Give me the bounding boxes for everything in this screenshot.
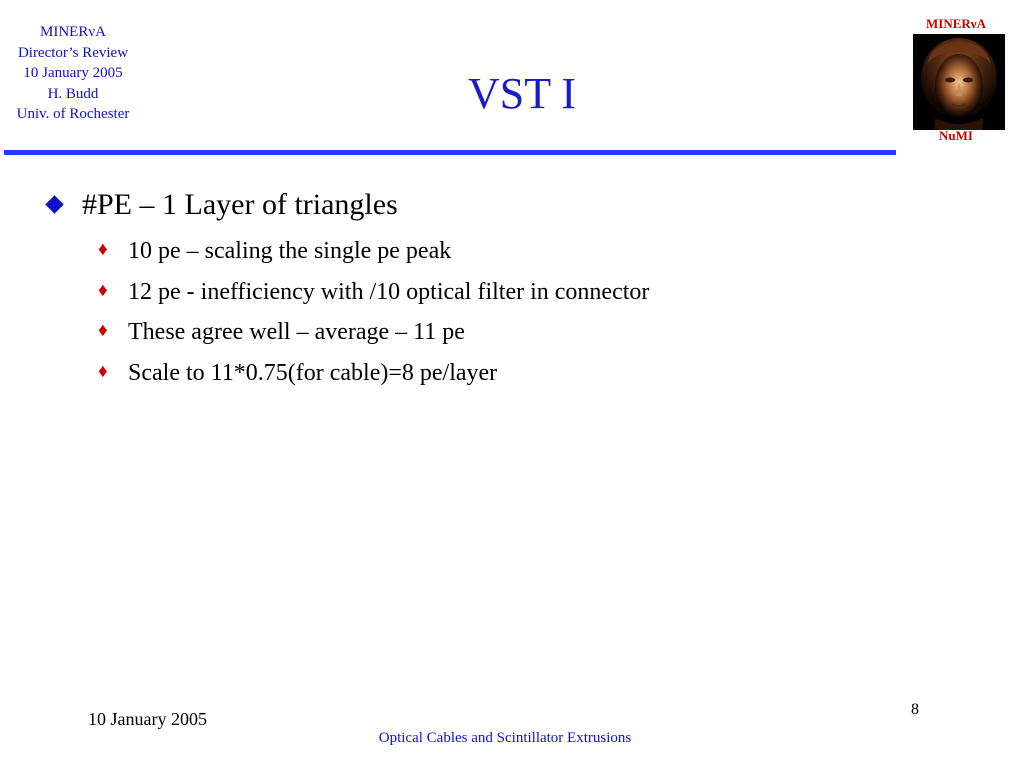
sub-bullet-text: These agree well – average – 11 pe (128, 319, 465, 345)
small-diamond-bullet-icon: ♦ (98, 320, 108, 341)
face-photo-icon (913, 34, 1005, 130)
small-diamond-bullet-icon: ♦ (98, 239, 108, 260)
header-line-author: H. Budd (47, 85, 99, 102)
header-line-institution: Univ. of Rochester (16, 106, 130, 122)
header-line-experiment: MINERνA (40, 24, 106, 40)
sub-bullet-text: 10 pe – scaling the single pe peak (128, 238, 452, 264)
sub-bullet-text: 12 pe - inefficiency with /10 optical filter in connector (128, 279, 650, 305)
small-diamond-bullet-icon: ♦ (98, 280, 108, 301)
small-diamond-bullet-icon: ♦ (98, 361, 108, 382)
main-bullet-text: #PE – 1 Layer of triangles (82, 188, 398, 221)
header-info (0, 22, 146, 125)
footer-date: 10 January 2005 (88, 709, 207, 729)
title-divider (4, 150, 896, 155)
header-line-date: 10 January 2005 (23, 65, 123, 81)
footer-subtitle: Optical Cables and Scintillator Extrusions (378, 730, 632, 746)
page-number: 8 (911, 701, 919, 718)
sub-bullet-text: Scale to 11*0.75(for cable)=8 pe/layer (128, 360, 498, 386)
slide-title: VST I (468, 69, 576, 118)
minerva-logo (900, 12, 1024, 148)
diamond-bullet-icon (45, 195, 63, 213)
logo-bottom-label: NuMI (939, 128, 973, 143)
logo-top-label: MINERνA (926, 16, 986, 31)
header-line-review: Director’s Review (17, 44, 129, 61)
